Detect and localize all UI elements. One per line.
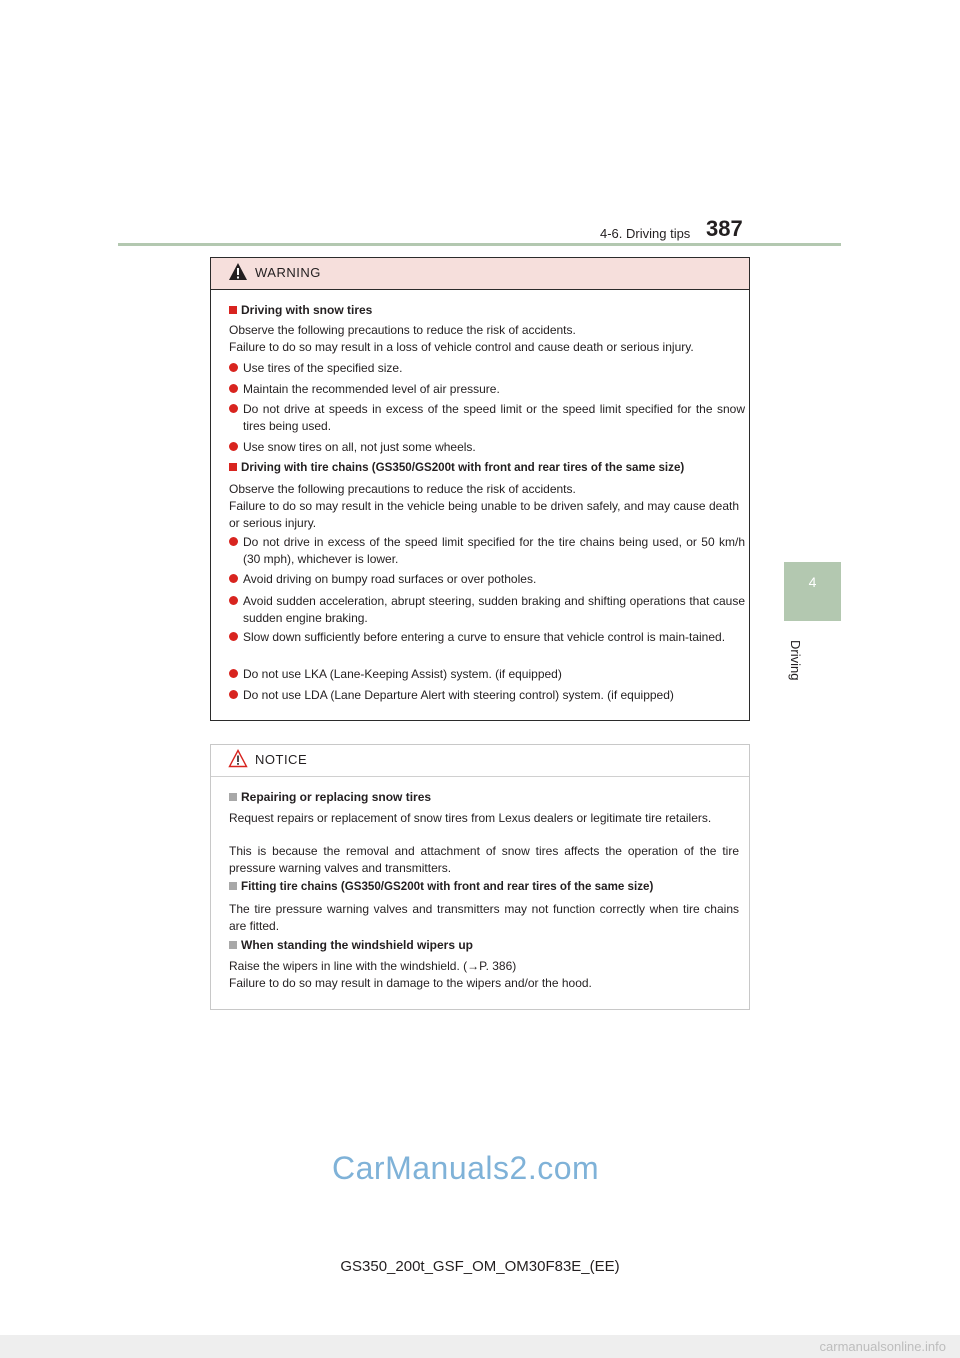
header-rule [118, 243, 841, 246]
warning-label: WARNING [255, 265, 321, 280]
red-dot-bullet-icon [229, 690, 238, 699]
notice-paragraph: Failure to do so may result in damage to the wipers and/or the hood. [229, 976, 592, 990]
warning-bullet: Slow down sufficiently before entering a curve to ensure that vehicle control is main-tained. [229, 629, 745, 646]
notice-section-title: When standing the windshield wipers up [229, 938, 473, 952]
red-square-bullet-icon [229, 306, 237, 314]
warning-bullet: Do not drive at speeds in excess of the speed limit or the speed limit specified for the snow tires being used. [229, 401, 745, 434]
red-square-bullet-icon [229, 463, 237, 471]
warning-bullet: Do not use LDA (Lane Departure Alert with steering control) system. (if equipped) [229, 687, 745, 704]
red-dot-bullet-icon [229, 404, 238, 413]
warning-bullet: Avoid driving on bumpy road surfaces or over potholes. [229, 571, 745, 588]
warning-bullet: Use snow tires on all, not just some wheels. [229, 439, 745, 456]
warning-paragraph: Observe the following precautions to reduce the risk of accidents. [229, 482, 576, 496]
notice-paragraph: Raise the wipers in line with the windshield. (→P. 386) [229, 959, 517, 973]
warning-header [211, 258, 749, 290]
notice-triangle-icon [228, 749, 248, 768]
notice-paragraph: The tire pressure warning valves and transmitters may not function correctly when tire chains are fitted. [229, 902, 739, 933]
red-dot-bullet-icon [229, 537, 238, 546]
warning-section-title: Driving with snow tires [229, 303, 372, 317]
page-number: 387 [706, 216, 743, 241]
bottom-strip [0, 1335, 960, 1358]
document-code: GS350_200t_GSF_OM_OM30F83E_(EE) [340, 1258, 620, 1275]
gray-square-bullet-icon [229, 882, 237, 890]
red-dot-bullet-icon [229, 363, 238, 372]
warning-paragraph: Failure to do so may result in the vehicle being unable to be driven safely, and may cause death or serious injury. [229, 499, 739, 530]
warning-bullet: Avoid sudden acceleration, abrupt steering, sudden braking and shifting operations that cause sudden engine braking. [229, 593, 745, 626]
warning-bullet: Maintain the recommended level of air pressure. [229, 381, 745, 398]
gray-square-bullet-icon [229, 941, 237, 949]
notice-section-title: Repairing or replacing snow tires [229, 790, 431, 804]
chapter-tab [784, 562, 841, 621]
notice-label: NOTICE [255, 752, 308, 767]
notice-section-title: Fitting tire chains (GS350/GS200t with front and rear tires of the same size) [229, 880, 653, 893]
gray-square-bullet-icon [229, 793, 237, 801]
warning-bullet: Use tires of the specified size. [229, 360, 745, 377]
section-label: 4-6. Driving tips [600, 226, 691, 241]
notice-paragraph: Request repairs or replacement of snow tires from Lexus dealers or legitimate tire retailers. [229, 811, 712, 825]
warning-bullet: Do not drive in excess of the speed limit specified for the tire chains being used, or 50 km/h (30 mph), whichever is lower. [229, 534, 745, 567]
red-dot-bullet-icon [229, 669, 238, 678]
red-dot-bullet-icon [229, 632, 238, 641]
red-dot-bullet-icon [229, 596, 238, 605]
notice-box [210, 744, 750, 1010]
watermark-carmanualsonline: carmanualsonline.info [819, 1339, 946, 1354]
red-dot-bullet-icon [229, 384, 238, 393]
warning-box [210, 257, 750, 721]
warning-triangle-icon [228, 262, 248, 281]
warning-section-title: Driving with tire chains (GS350/GS200t with front and rear tires of the same size) [229, 461, 684, 474]
warning-paragraph: Failure to do so may result in a loss of vehicle control and cause death or serious injury. [229, 340, 694, 354]
red-dot-bullet-icon [229, 574, 238, 583]
red-dot-bullet-icon [229, 442, 238, 451]
chapter-title: Driving [788, 640, 803, 681]
warning-paragraph: Observe the following precautions to reduce the risk of accidents. [229, 323, 576, 337]
warning-bullet: Do not use LKA (Lane-Keeping Assist) system. (if equipped) [229, 666, 745, 683]
chapter-number: 4 [808, 574, 817, 590]
watermark-carmanuals2: CarManuals2.com [332, 1150, 600, 1186]
notice-header [211, 745, 749, 777]
notice-paragraph: This is because the removal and attachment of snow tires affects the operation of the tire pressure warning valves and transmitters. [229, 844, 739, 875]
